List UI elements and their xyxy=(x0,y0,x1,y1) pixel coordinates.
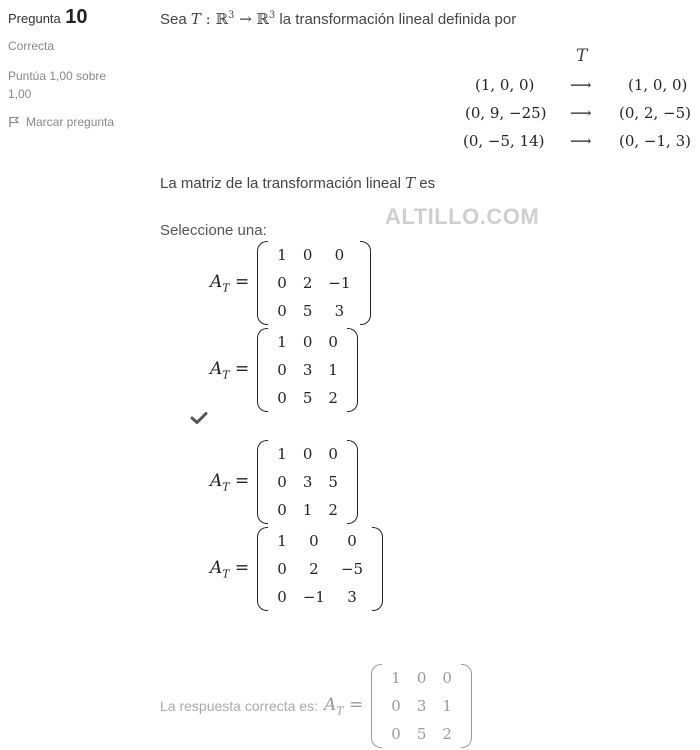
cell: 3 xyxy=(302,361,313,379)
cell: 3 xyxy=(302,473,313,491)
option-label xyxy=(210,471,249,493)
cell: 0 xyxy=(416,669,427,687)
right-paren xyxy=(461,664,472,748)
question-header xyxy=(8,6,148,29)
cell: 1 xyxy=(277,532,287,550)
intro-text-end: la transformación lineal definida por xyxy=(275,11,517,28)
cell: 1 xyxy=(277,445,287,463)
question-stem xyxy=(160,174,435,192)
cell: 2 xyxy=(302,274,313,292)
cell: 0 xyxy=(277,302,287,320)
intro-exp-domain: 3 xyxy=(227,10,235,21)
mapping-input-2: (0, 9, −25) xyxy=(465,104,547,122)
stem-text-end: es xyxy=(415,175,436,192)
option-label xyxy=(210,272,249,294)
cell: 0 xyxy=(302,445,313,463)
cell: 5 xyxy=(328,473,338,491)
mapping-arrow-1: ⟶ xyxy=(570,76,592,94)
label-a: A xyxy=(210,358,223,379)
cell: 5 xyxy=(302,389,313,407)
cell: 1 xyxy=(328,361,338,379)
label-a: A xyxy=(323,694,337,715)
correct-answer-feedback xyxy=(160,664,472,748)
cell: 0 xyxy=(391,697,401,715)
label-eq: = xyxy=(229,358,250,379)
mapping-output-1: (1, 0, 0) xyxy=(628,76,688,94)
cell: 1 xyxy=(277,246,287,264)
cell: −5 xyxy=(340,560,364,578)
cell: 0 xyxy=(328,445,338,463)
right-paren xyxy=(347,440,358,524)
answer-option-3[interactable] xyxy=(210,440,358,524)
correct-check-icon xyxy=(190,411,208,425)
label-eq: = xyxy=(229,271,250,292)
option-label xyxy=(210,359,249,381)
feedback-matrix xyxy=(371,664,472,748)
cell: −1 xyxy=(302,588,325,606)
cell: 0 xyxy=(309,532,319,550)
intro-symbol-t: T xyxy=(190,10,201,28)
cell: 0 xyxy=(277,501,287,519)
left-paren xyxy=(257,328,268,412)
left-paren xyxy=(257,241,268,325)
cell: 2 xyxy=(442,725,452,743)
label-sub: T xyxy=(222,281,230,295)
cell: 0 xyxy=(277,473,287,491)
mapping-output-2: (0, 2, −5) xyxy=(619,104,691,122)
option-matrix-1 xyxy=(257,241,370,325)
mapping-arrow-2: ⟶ xyxy=(570,104,592,122)
question-label: Pregunta xyxy=(8,11,61,26)
cell: 0 xyxy=(277,560,287,578)
cell: 1 xyxy=(302,501,313,519)
question-intro xyxy=(160,10,516,28)
label-a: A xyxy=(210,557,223,578)
cell: 0 xyxy=(277,588,287,606)
question-grade: Puntúa 1,00 sobre 1,00 xyxy=(8,69,107,101)
label-sub: T xyxy=(222,480,230,494)
label-a: A xyxy=(210,470,223,491)
option-matrix-3 xyxy=(257,440,358,524)
flag-question-link[interactable] xyxy=(8,115,148,129)
cell: 0 xyxy=(277,389,287,407)
flag-icon xyxy=(8,116,20,128)
stem-text-start: La matriz de la transformación lineal xyxy=(160,175,406,192)
cell: 3 xyxy=(416,697,427,715)
intro-codomain: → ℝ xyxy=(234,10,269,28)
label-eq: = xyxy=(229,557,250,578)
option-matrix-4 xyxy=(257,527,383,611)
label-sub: T xyxy=(336,704,344,718)
answer-option-1[interactable] xyxy=(210,241,371,325)
mapping-output-3: (0, −1, 3) xyxy=(619,132,691,150)
stem-symbol-t: T xyxy=(405,174,416,192)
question-state: Correcta xyxy=(8,39,55,53)
answer-option-4[interactable] xyxy=(210,527,383,611)
cell: 0 xyxy=(328,333,338,351)
cell: 0 xyxy=(277,361,287,379)
right-paren xyxy=(372,527,383,611)
cell: 1 xyxy=(277,333,287,351)
feedback-text: La respuesta correcta es: xyxy=(160,698,318,714)
cell: 2 xyxy=(309,560,319,578)
answer-option-2[interactable] xyxy=(210,328,358,412)
select-prompt: Seleccione una: xyxy=(160,222,267,239)
mapping-header: T xyxy=(576,46,588,66)
cell: 1 xyxy=(391,669,401,687)
label-a: A xyxy=(210,271,223,292)
cell: −1 xyxy=(328,274,351,292)
option-label xyxy=(210,558,249,580)
right-paren xyxy=(347,328,358,412)
left-paren xyxy=(257,527,268,611)
cell: 2 xyxy=(328,389,338,407)
cell: 2 xyxy=(328,501,338,519)
mapping-arrow-3: ⟶ xyxy=(570,132,592,150)
intro-domain: : ℝ xyxy=(200,10,228,28)
intro-exp-codomain: 3 xyxy=(268,10,276,21)
mapping-input-1: (1, 0, 0) xyxy=(475,76,535,94)
label-eq: = xyxy=(229,470,250,491)
label-eq: = xyxy=(343,694,364,715)
option-matrix-2 xyxy=(257,328,358,412)
feedback-label xyxy=(324,695,363,717)
intro-text-start: Sea xyxy=(160,11,191,28)
cell: 0 xyxy=(391,725,401,743)
cell: 1 xyxy=(442,697,452,715)
question-number: 10 xyxy=(65,6,88,28)
right-paren xyxy=(360,241,371,325)
watermark: ALTILLO.COM xyxy=(385,204,540,229)
cell: 0 xyxy=(347,532,357,550)
mapping-input-3: (0, −5, 14) xyxy=(463,132,545,150)
cell: 0 xyxy=(302,246,313,264)
label-sub: T xyxy=(222,567,230,581)
cell: 5 xyxy=(416,725,427,743)
cell: 0 xyxy=(277,274,287,292)
cell: 0 xyxy=(302,333,313,351)
cell: 5 xyxy=(302,302,313,320)
left-paren xyxy=(371,664,382,748)
cell: 3 xyxy=(334,302,345,320)
label-sub: T xyxy=(222,368,230,382)
left-paren xyxy=(257,440,268,524)
question-info xyxy=(8,6,148,129)
cell: 0 xyxy=(442,669,452,687)
cell: 3 xyxy=(347,588,357,606)
flag-label: Marcar pregunta xyxy=(26,115,115,129)
cell: 0 xyxy=(334,246,345,264)
